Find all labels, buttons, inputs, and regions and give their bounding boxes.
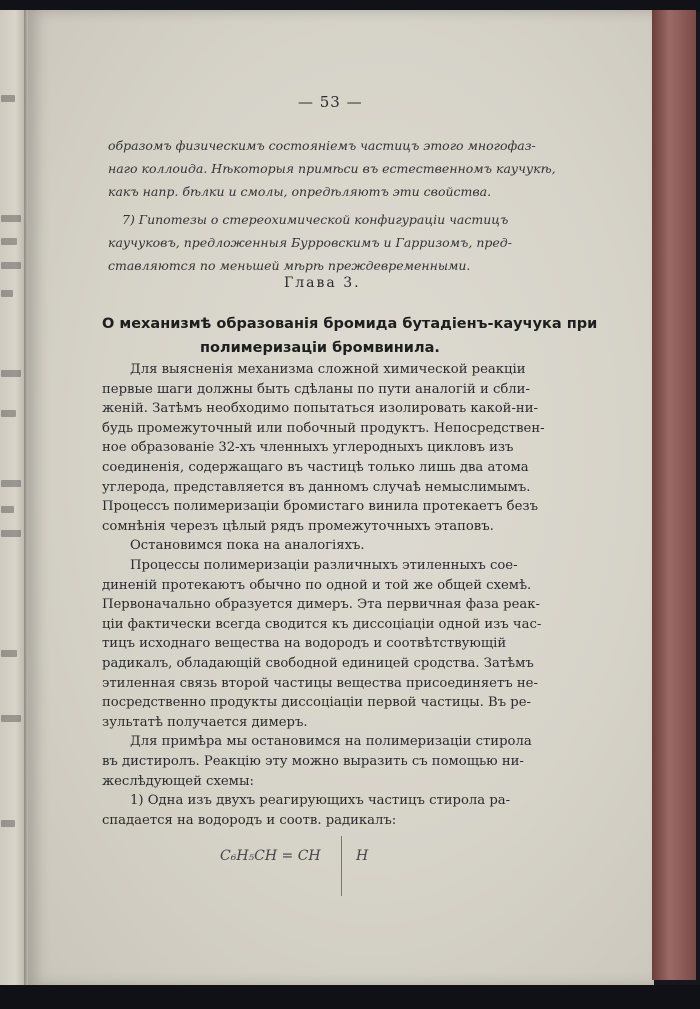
- text-line: ное образованіе 32-хъ членныхъ углеродныхъ цикловъ изъ: [102, 440, 514, 456]
- text-line: Остановимся пока на аналогіяхъ.: [130, 538, 365, 554]
- text-line: сомнѣнія черезъ цѣлый рядъ промежуточныхъ этаповъ.: [102, 518, 494, 534]
- text-line: женій. Затѣмъ необходимо попытаться изолировать какой-ни-: [102, 401, 538, 417]
- chapter-title: Глава 3.: [284, 275, 361, 291]
- text-line: углерода, представляется въ данномъ случаѣ немыслимымъ.: [102, 479, 531, 495]
- text-line: Для примѣра мы остановимся на полимеризаціи стирола: [130, 734, 532, 750]
- text-line: Первоначально образуется димеръ. Эта первичная фаза реак-: [102, 597, 540, 613]
- text-line: ціи фактически всегда сводится къ диссоціаціи одной изъ час-: [102, 616, 542, 632]
- text-line: спадается на водородъ и соотв. радикалъ:: [102, 812, 397, 828]
- text-line: 1) Одна изъ двухъ реагирующихъ частицъ стирола ра-: [130, 793, 511, 809]
- book-cover: [652, 10, 696, 980]
- text-line: образомъ физическимъ состояніемъ частицъ этого многофаз-: [108, 138, 536, 153]
- heading-line: О механизмѣ образованія бромида бутадіенъ-каучука при: [102, 316, 598, 332]
- formula-right: H: [356, 848, 369, 864]
- text-line: 7) Гипотезы о стереохимической конфигураціи частицъ: [122, 212, 509, 227]
- text-line: первые шаги должны быть сдѣланы по пути аналогій и сбли-: [102, 381, 530, 397]
- page-number: — 53 —: [298, 93, 363, 111]
- text-line: будь промежуточный или побочный продуктъ. Непосредствен-: [102, 420, 545, 436]
- text-line: тицъ исходнаго вещества на водородъ и соотвѣтствующій: [102, 636, 507, 652]
- text-line: диненій протекаютъ обычно по одной и той же общей схемѣ.: [102, 577, 532, 593]
- formula-divider: [341, 836, 342, 896]
- text-line: соединенія, содержащаго въ частицѣ только лишь два атома: [102, 460, 529, 475]
- bottom-dark-strip: [0, 985, 700, 1009]
- text-line: Для выясненія механизма сложной химической реакціи: [130, 362, 526, 377]
- text-line: этиленная связь второй частицы вещества присоединяетъ не-: [102, 675, 538, 691]
- text-line: посредственно продукты диссоціаціи первой частицы. Въ ре-: [102, 695, 532, 711]
- facing-page-edge: [0, 10, 26, 985]
- text-line: какъ напр. бѣлки и смолы, опредѣляютъ эти свойства.: [108, 184, 492, 199]
- formula-left: C₆H₅CH = CH: [220, 848, 321, 864]
- text-line: жеслѣдующей схемы:: [102, 773, 254, 789]
- text-line: каучуковъ, предложенныя Бурровскимъ и Гарризомъ, пред-: [108, 235, 512, 250]
- book-page: [28, 10, 654, 986]
- text-line: въ дистиролъ. Реакцію эту можно выразить съ помощью ни-: [102, 754, 524, 769]
- text-line: Процессъ полимеризаціи бромистаго винила протекаетъ безъ: [102, 499, 539, 515]
- text-line: наго коллоида. Нѣкоторыя примѣси въ естественномъ каучукѣ,: [108, 161, 556, 176]
- text-line: зультатѣ получается димеръ.: [102, 714, 308, 730]
- text-line: ставляются по меньшей мѣрѣ преждевременными.: [108, 258, 471, 273]
- heading-line: полимеризаціи бромвинила.: [200, 340, 440, 356]
- text-line: Процессы полимеризаціи различныхъ этиленныхъ сое-: [130, 558, 518, 573]
- text-line: радикалъ, обладающій свободной единицей сродства. Затѣмъ: [102, 656, 534, 671]
